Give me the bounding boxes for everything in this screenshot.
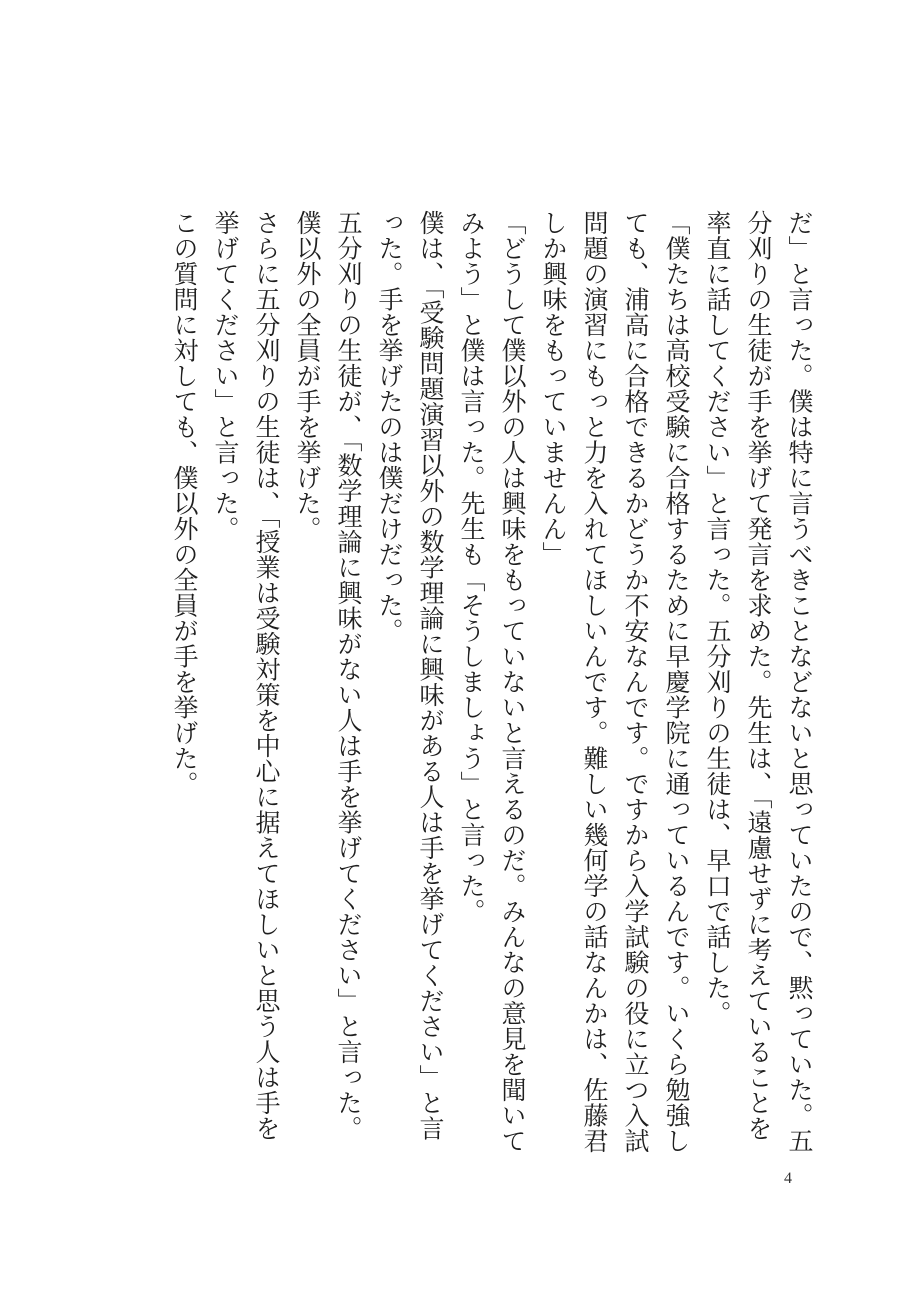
paragraph-2: 「僕たちは高校受験に合格するために早慶学院に通っているんです。いくら勉強しても、浦高に合格できるかどうか不安なんです。ですから入学試験の役に立つ入試問題の演習にもっと力を入れてほしいんです。難しい幾何学の話なんかは、佐藤君しか興味をもっていませんん」 — [539, 210, 691, 1154]
paragraph-5: 五分刈りの生徒が、「数学理論に興味がない人は手を挙げてください」と言った。僕以外の全員が手を挙げた。 — [293, 210, 363, 1141]
paragraph-1: だ」と言った。僕は特に言うべきことなどないと思っていたので、黙っていた。五分刈りの生徒が手を挙げて発言を求めた。先生は、「遠慮せずに考えていることを率直に話してください」と言った。五分刈りの生徒は、早口で話した。 — [703, 210, 814, 1154]
paragraph-7: この質問に対しても、僕以外の全員が手を挙げた。 — [170, 210, 199, 797]
body-text — [60, 210, 820, 1160]
page-number: 4 — [784, 1170, 792, 1187]
paragraph-4: 僕は、「受験問題演習以外の数学理論に興味がある人は手を挙げてください」と言った。手を挙げたのは僕だけだった。 — [375, 210, 445, 1141]
paragraph-3: 「どうして僕以外の人は興味をもっていないと言えるのだ。みんなの意見を聞いてみよう」と僕は言った。先生も「そうしましょう」と言った。 — [457, 210, 527, 1154]
paragraph-6: さらに五分刈りの生徒は、「授業は受験対策を中心に据えてほしいと思う人は手を挙げてください」と言った。 — [211, 210, 281, 1141]
